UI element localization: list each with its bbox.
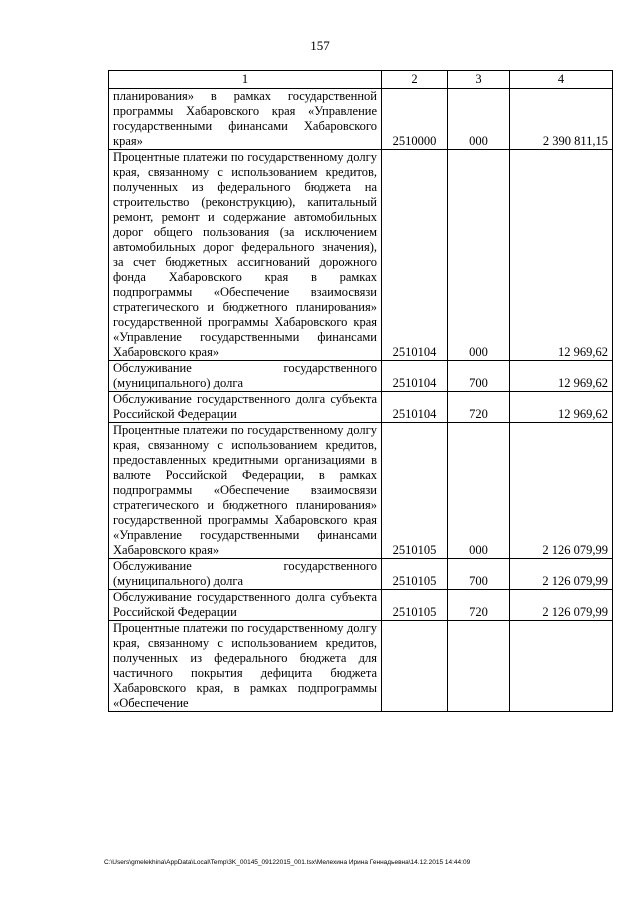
row-description: Процентные платежи по государственному долгу края, связанному с использованием кредитов, полученных из федерального бюджета на строительство (реконструкцию), капитальный ремонт, ремонт и содержание автомобильных дорог общего пользования (за исключением автомобильных дорог федерального значения), за счет бюджетных ассигнований дорожного фонда Хабаровского края в рамках подпрограммы «Обеспечение взаимосвязи стратегического и бюджетного планирования» государственной программы Хабаровского края «Управление государственными финансами Хабаровского края»: [109, 150, 382, 361]
column-header-sum: 4: [510, 71, 613, 89]
table-row: [109, 621, 613, 712]
row-description: Процентные платежи по государственному долгу края, связанному с использованием кредитов, предоставленных кредитными организациями в валюте Российской Федерации, в рамках подпрограммы «Обеспечение взаимосвязи стратегического и бюджетного планирования» государственной программы Хабаровского края «Управление государственными финансами Хабаровского края»: [109, 423, 382, 559]
row-code: 2510105: [382, 559, 448, 590]
row-type: 000: [448, 89, 510, 150]
row-description: планирования» в рамках государственной программы Хабаровского края «Управление государственными финансами Хабаровского края»: [109, 89, 382, 150]
row-type: 720: [448, 590, 510, 621]
row-code: 2510000: [382, 89, 448, 150]
row-sum: 12 969,62: [510, 392, 613, 423]
column-header-code: 2: [382, 71, 448, 89]
row-description: Обслуживание государственного долга субъекта Российской Федерации: [109, 392, 382, 423]
row-description: Обслуживание государственного (муниципального) долга: [109, 361, 382, 392]
row-code: [382, 621, 448, 712]
row-code: 2510104: [382, 392, 448, 423]
row-description: Процентные платежи по государственному долгу края, связанному с использованием кредитов, полученных из федерального бюджета для частичного покрытия дефицита бюджета Хабаровского края, в рамках подпрограммы «Обеспечение: [109, 621, 382, 712]
row-sum: 2 126 079,99: [510, 559, 613, 590]
row-type: [448, 621, 510, 712]
column-header-description: 1: [109, 71, 382, 89]
budget-table: [108, 70, 613, 712]
row-code: 2510105: [382, 423, 448, 559]
row-type: 000: [448, 423, 510, 559]
row-description: Обслуживание государственного долга субъекта Российской Федерации: [109, 590, 382, 621]
row-code: 2510104: [382, 361, 448, 392]
row-code: 2510104: [382, 150, 448, 361]
row-sum: 2 126 079,99: [510, 590, 613, 621]
page-number: 157: [310, 38, 330, 53]
table-row: [109, 392, 613, 423]
table-row: [109, 89, 613, 150]
row-sum: [510, 621, 613, 712]
row-type: 700: [448, 361, 510, 392]
column-header-type: 3: [448, 71, 510, 89]
row-sum: 2 126 079,99: [510, 423, 613, 559]
row-code: 2510105: [382, 590, 448, 621]
row-sum: 12 969,62: [510, 150, 613, 361]
table-row: [109, 361, 613, 392]
row-sum: 12 969,62: [510, 361, 613, 392]
table-row: [109, 423, 613, 559]
row-type: 700: [448, 559, 510, 590]
table-row: [109, 590, 613, 621]
footer-file-path: C:\Users\gmelekhina\AppData\Local\Temp\3K_00145_09122015_001.tsx\Мелехина Ирина Геннадьевна\14.12.2015 14:44:09: [104, 859, 471, 866]
row-type: 000: [448, 150, 510, 361]
row-sum: 2 390 811,15: [510, 89, 613, 150]
row-description: Обслуживание государственного (муниципального) долга: [109, 559, 382, 590]
table-row: [109, 559, 613, 590]
table-header-row: [109, 71, 613, 89]
row-type: 720: [448, 392, 510, 423]
table-row: [109, 150, 613, 361]
